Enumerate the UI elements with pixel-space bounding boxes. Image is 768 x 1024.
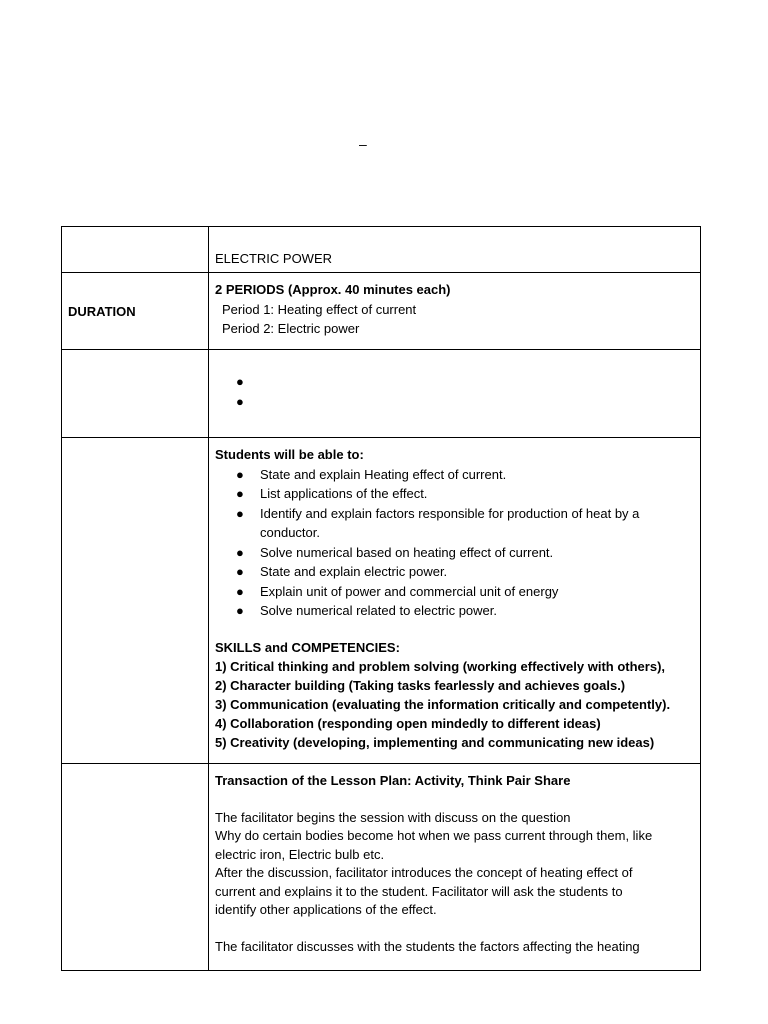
- list-item: ● Solve numerical related to electric power.: [215, 601, 694, 621]
- objectives-intro: Students will be able to:: [215, 447, 364, 462]
- table-row-title: [62, 227, 701, 273]
- list-item: [215, 372, 694, 392]
- bullet-icon: ●: [236, 393, 244, 409]
- title-content-cell: [209, 227, 701, 273]
- bullet-icon: ●: [236, 374, 244, 389]
- duration-content-cell: [209, 273, 701, 350]
- skill-item: 3) Communication (evaluating the information critically and competently).: [215, 696, 671, 712]
- bullet-icon: ●: [236, 583, 244, 599]
- paragraph-line: The facilitator discusses with the students the factors affecting the heating: [215, 938, 640, 954]
- bullet-icon: ●: [236, 603, 244, 618]
- bullet-icon: ●: [236, 466, 244, 482]
- table-row-bullets: [62, 350, 701, 438]
- duration-heading: 2 PERIODS (Approx. 40 minutes each): [215, 282, 451, 297]
- skill-item: 5) Creativity (developing, implementing and communicating new ideas): [215, 734, 655, 750]
- transaction-heading: Transaction of the Lesson Plan: Activity, Think Pair Share: [215, 773, 571, 788]
- skills-section: [215, 638, 694, 752]
- transaction-label-cell: [62, 764, 209, 971]
- bullets-label-cell: [62, 350, 209, 438]
- duration-label: DURATION: [62, 273, 209, 350]
- list-item: [215, 392, 694, 412]
- period-1: Period 1: Heating effect of current: [222, 301, 417, 317]
- spacer: [215, 920, 694, 938]
- spacer: [215, 791, 694, 809]
- objectives-label-cell: [62, 438, 209, 764]
- list-item: ● Identify and explain factors responsible for production of heat by a conductor.: [236, 505, 640, 540]
- table-row-transaction: [62, 764, 701, 971]
- skills-heading: SKILLS and COMPETENCIES:: [215, 639, 400, 655]
- list-item: ● State and explain Heating effect of current.: [215, 465, 694, 485]
- paragraph-line: After the discussion, facilitator introduces the concept of heating effect of: [215, 865, 633, 880]
- table-row-objectives: [62, 438, 701, 764]
- header-dash: –: [359, 136, 367, 152]
- list-item: ● Solve numerical based on heating effect of current.: [215, 543, 694, 563]
- empty-bullet-list: [215, 372, 694, 411]
- list-item: ● Explain unit of power and commercial unit of energy: [215, 582, 694, 602]
- paragraph-line: electric iron, Electric bulb etc.: [215, 846, 385, 862]
- paragraph-line: The facilitator begins the session with discuss on the question: [215, 809, 571, 825]
- bullets-content-cell: [209, 350, 701, 438]
- period-2: Period 2: Electric power: [222, 321, 360, 336]
- skill-item: 4) Collaboration (responding open mindedly to different ideas): [215, 715, 601, 731]
- skill-item: 2) Character building (Taking tasks fearlessly and achieves goals.): [215, 677, 626, 693]
- bullet-icon: ●: [236, 544, 244, 560]
- paragraph-line: current and explains it to the student. Facilitator will ask the students to: [215, 883, 623, 899]
- bullet-icon: ●: [236, 486, 244, 501]
- spacer: [215, 621, 694, 638]
- list-item: ● State and explain electric power.: [215, 562, 694, 582]
- lesson-title: ELECTRIC POWER: [215, 251, 333, 266]
- transaction-content-cell: [209, 764, 701, 971]
- table-row-duration: [62, 273, 701, 350]
- title-label-cell: [62, 227, 209, 273]
- bullet-icon: ●: [236, 505, 244, 521]
- skill-item: 1) Critical thinking and problem solving (working effectively with others),: [215, 658, 666, 674]
- objectives-list: [215, 465, 694, 621]
- bullet-icon: ●: [236, 564, 244, 579]
- paragraph-line: Why do certain bodies become hot when we pass current through them, like: [215, 828, 653, 843]
- paragraph-line: identify other applications of the effect.: [215, 902, 437, 917]
- objectives-content-cell: [209, 438, 701, 764]
- list-item: ● List applications of the effect.: [215, 484, 694, 504]
- lesson-plan-table: [61, 226, 701, 971]
